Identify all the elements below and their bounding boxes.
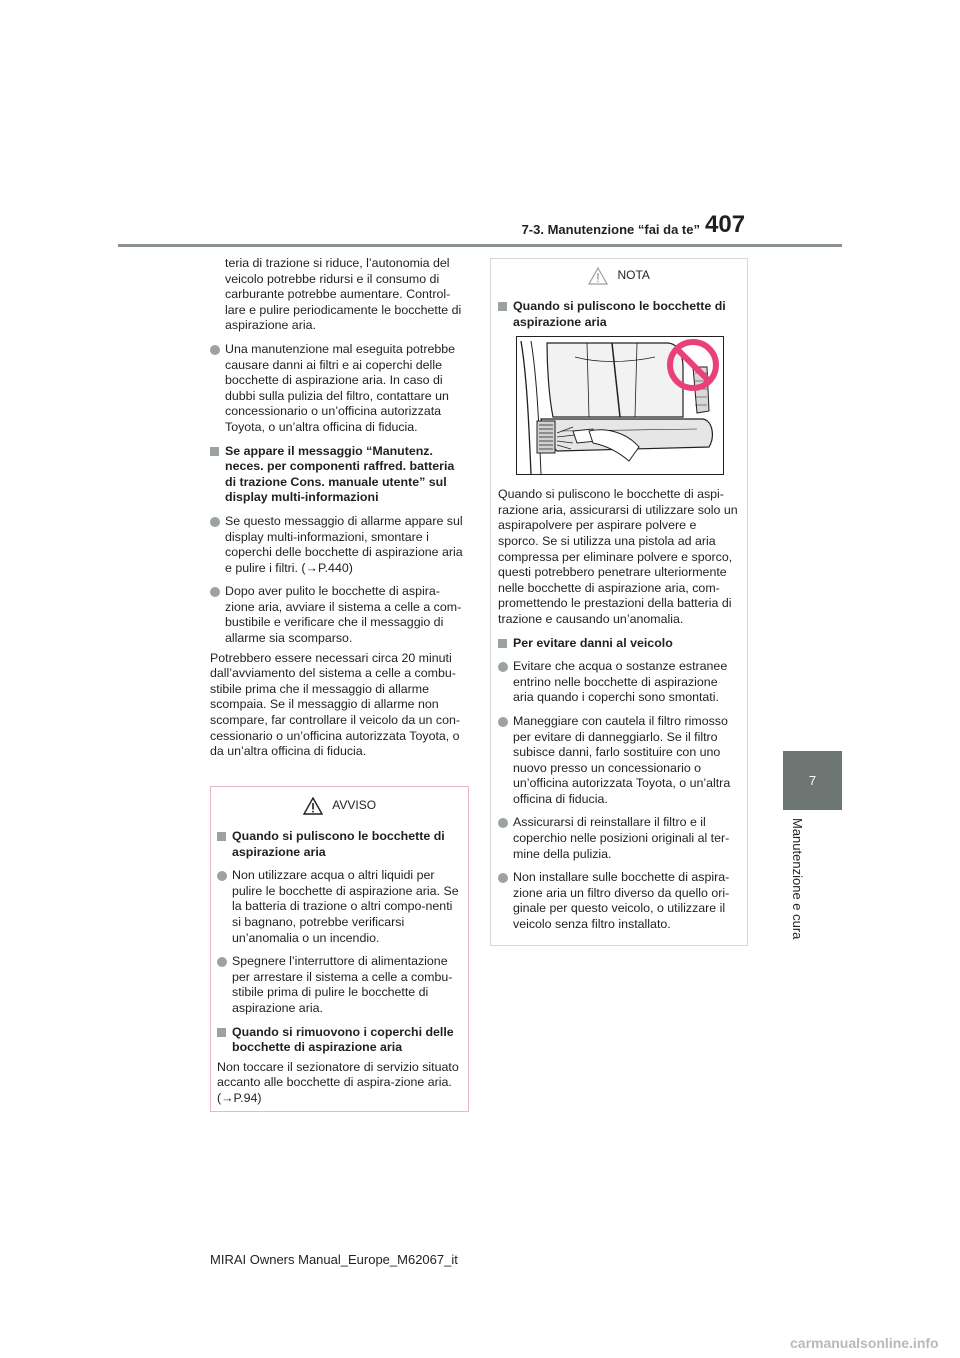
- warning-title: AVVISO: [332, 798, 377, 813]
- square-bullet-icon: [498, 302, 507, 311]
- bullet-icon: [498, 662, 508, 672]
- page-number: 407: [705, 211, 746, 238]
- section-heading: Per evitare danni al veicolo: [498, 636, 740, 652]
- square-bullet-icon: [217, 832, 226, 841]
- list-item: Spegnere l’interruttore di alimentazione per arrestare il sistema a celle a combu-stibile prima di pulire le bocchette di aspirazione aria.: [217, 954, 462, 1016]
- square-bullet-icon: [217, 1028, 226, 1037]
- bullet-icon: [217, 957, 227, 967]
- list-item: Dopo aver pulito le bocchette di aspira-zione aria, avviare il sistema a celle a com-bustibile e verificare che il messaggio di allarme sia scomparso.: [210, 584, 468, 646]
- bullet-icon: [498, 717, 508, 727]
- header-rule: [118, 244, 842, 247]
- warning-triangle-icon: [303, 797, 323, 815]
- section-title: 7-3. Manutenzione “fai da te”: [521, 222, 700, 237]
- bullet-icon: [210, 517, 220, 527]
- warning-header: [217, 797, 462, 815]
- list-item: Assicurarsi di reinstallare il filtro e il coperchio nelle posizioni originali al ter-mine della pulizia.: [498, 815, 740, 862]
- chapter-label: Manutenzione e cura: [790, 818, 805, 940]
- section-heading: Quando si rimuovono i coperchi delle bocchette di aspirazione aria: [217, 1025, 462, 1056]
- list-item: Una manutenzione mal eseguita potrebbe causare danni ai filtri e ai coperchi delle bocchette di aspirazione aria. In caso di dubbi sulla pulizia del filtro, contattare un concessionario o un’officina autorizzata Toyota, o un’altra officina di fiducia.: [210, 342, 468, 436]
- seat-cleaning-illustration: [516, 336, 724, 475]
- chapter-tab: 7: [783, 751, 842, 810]
- list-item: Se questo messaggio di allarme appare sul display multi-informazioni, smontare i coperchi delle bocchette di aspirazione aria e pulire i filtri. (→P.440): [210, 514, 468, 576]
- body-paragraph: Non toccare il sezionatore di servizio situato accanto alle bocchette di aspira-zione aria. (→P.94): [217, 1059, 459, 1105]
- caution-triangle-icon: [588, 267, 608, 285]
- intro-text: teria di trazione si riduce, l’autonomia del veicolo potrebbe ridursi e il consumo di carburante potrebbe aumentare. Control-lare e pulire periodicamente le bocchette di aspirazione aria.: [225, 256, 462, 333]
- bullet-icon: [217, 871, 227, 881]
- watermark: carmanualsonline.info: [790, 1335, 939, 1351]
- bullet-icon: [498, 818, 508, 828]
- square-bullet-icon: [498, 639, 507, 648]
- warning-box: [210, 786, 469, 1112]
- section-heading: Se appare il messaggio “Manutenz. neces. per componenti raffred. batteria di trazione Cons. manuale utente” sul display multi-informazioni: [210, 444, 468, 506]
- bullet-icon: [210, 345, 220, 355]
- body-paragraph: Potrebbero essere necessari circa 20 minuti dall’avviamento del sistema a celle a combu-stibile prima che il messaggio di allarme scompaia. Se il messaggio di allarme non scompare, far controllare il veicolo da un con-cessionario o un’officina autorizzata Toyota, o da un’altra officina di fiducia.: [210, 650, 460, 759]
- body-paragraph: Quando si puliscono le bocchette di aspi-razione aria, assicurarsi di utilizzare solo un aspirapolvere per aspirare polvere e sporco. Se si utilizza una pistola ad aria compressa per eliminare polvere e sporco, questi potrebbero penetrare ulteriormente nelle bocchette di aspirazione aria, com-promettendo le prestazioni della batteria di trazione e causando un’anomalia.: [498, 487, 738, 626]
- right-column: [492, 258, 748, 946]
- list-item: Maneggiare con cautela il filtro rimosso per evitare di danneggiarlo. Se il filtro subisce danni, farlo sostituire con uno nuovo presso un concessionario o un’officina autorizzata Toyota, o un’altra officina di fiducia.: [498, 714, 740, 808]
- list-item: Non installare sulle bocchette di aspira-zione aria un filtro diverso da quello ori-ginale per questo veicolo, o utilizzare il veicolo senza filtro installato.: [498, 870, 740, 932]
- left-column: [210, 256, 468, 768]
- note-header: [498, 267, 740, 285]
- square-bullet-icon: [210, 447, 219, 456]
- footer-text: MIRAI Owners Manual_Europe_M62067_it: [210, 1252, 458, 1267]
- list-item: Non utilizzare acqua o altri liquidi per pulire le bocchette di aspirazione aria. Se la batteria di trazione o altri compo-nenti si bagnano, potrebbe verificarsi un’anomalia o un incendio.: [217, 868, 462, 946]
- rear-seat-vacuum-illustration: [517, 337, 723, 474]
- bullet-icon: [210, 587, 220, 597]
- section-heading: Quando si puliscono le bocchette di aspirazione aria: [498, 299, 740, 330]
- note-title: NOTA: [617, 268, 650, 283]
- list-item: Evitare che acqua o sostanze estranee entrino nelle bocchette di aspirazione aria quando i coperchi sono smontati.: [498, 659, 740, 706]
- bullet-icon: [498, 873, 508, 883]
- note-box: [490, 258, 748, 946]
- section-heading: Quando si puliscono le bocchette di aspirazione aria: [217, 829, 462, 860]
